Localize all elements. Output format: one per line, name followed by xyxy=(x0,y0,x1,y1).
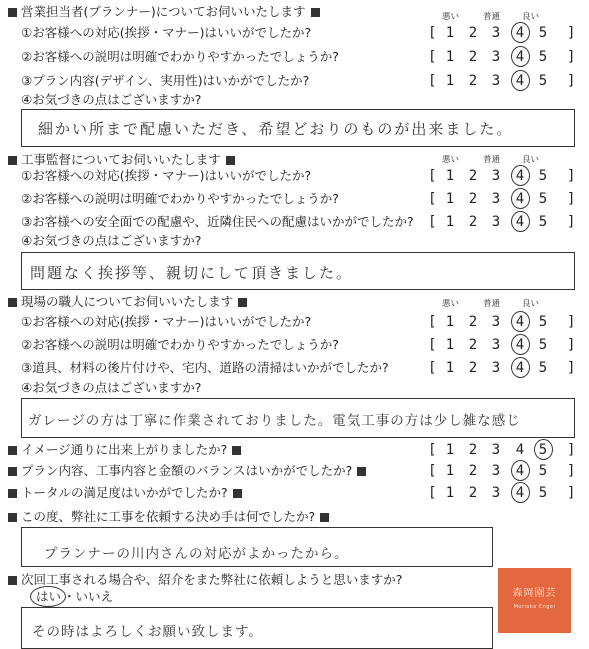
rating-option-2[interactable]: 2 xyxy=(468,463,478,479)
bullet-square-icon xyxy=(320,513,329,522)
decision-title: この度、弊社に工事を依頼する決め手は何でしたか? xyxy=(8,509,329,525)
s1-q3-label: ③プラン内容(デザイン、実用性)はいかがでしたか? xyxy=(21,73,310,88)
rating-option-2[interactable]: 2 xyxy=(468,337,478,353)
rating-option-3[interactable]: 3 xyxy=(491,442,501,458)
bullet-square-icon xyxy=(8,446,17,455)
bullet-square-icon xyxy=(8,467,17,476)
rating-bracket-open: [ xyxy=(428,337,437,353)
s1-q1-label: ①お客様への対応(挨拶・マナー)はいいがでしたか? xyxy=(21,25,312,40)
rating-option-3[interactable]: 3 xyxy=(491,73,501,89)
bullet-square-icon xyxy=(8,489,17,498)
rating-bracket-close: ] xyxy=(567,485,576,501)
rating-option-5[interactable]: 5 xyxy=(538,485,548,501)
rating-bracket-open: [ xyxy=(428,485,437,501)
section-3-title: 現場の職人についてお伺いいたします xyxy=(8,294,247,310)
stamp-line1: 森岡園芸 xyxy=(512,588,557,599)
rating-option-1[interactable]: 1 xyxy=(445,314,455,330)
rating-bracket-close: ] xyxy=(567,73,576,89)
bullet-square-icon xyxy=(232,446,241,455)
next-yes-option[interactable]: はい xyxy=(34,589,63,605)
rating-option-2[interactable]: 2 xyxy=(468,360,478,376)
rating-option-3[interactable]: 3 xyxy=(491,360,501,376)
rating-option-5[interactable]: 5 xyxy=(538,463,548,479)
rating-bracket-open: [ xyxy=(428,442,437,458)
rating-option-2[interactable]: 2 xyxy=(468,442,478,458)
s3-comment-text: ガレージの方は丁寧に作業されておりました。電気工事の方は少し雑な感じ xyxy=(28,413,521,429)
rating-option-1[interactable]: 1 xyxy=(445,485,455,501)
overall-q3: トータルの満足度はいかがでしたか? xyxy=(8,485,242,501)
rating-option-4[interactable]: 4 xyxy=(513,337,527,353)
bullet-square-icon xyxy=(311,8,320,17)
rating-option-5[interactable]: 5 xyxy=(536,442,550,458)
rating-bracket-close: ] xyxy=(567,168,576,184)
bullet-square-icon xyxy=(226,156,235,165)
rating-option-1[interactable]: 1 xyxy=(445,442,455,458)
rating-option-3[interactable]: 3 xyxy=(491,49,501,65)
rating-bracket-open: [ xyxy=(428,191,437,207)
rating-bracket-close: ] xyxy=(567,191,576,207)
rating-option-2[interactable]: 2 xyxy=(468,191,478,207)
bullet-square-icon xyxy=(233,489,242,498)
rating-option-3[interactable]: 3 xyxy=(491,25,501,41)
bullet-square-icon xyxy=(8,156,17,165)
rating-option-1[interactable]: 1 xyxy=(445,214,455,230)
rating-option-2[interactable]: 2 xyxy=(468,314,478,330)
rating-option-4[interactable]: 4 xyxy=(513,25,527,41)
rating-option-5[interactable]: 5 xyxy=(538,214,548,230)
rating-option-4[interactable]: 4 xyxy=(513,168,527,184)
rating-bracket-close: ] xyxy=(567,214,576,230)
rating-option-1[interactable]: 1 xyxy=(445,191,455,207)
rating-option-2[interactable]: 2 xyxy=(468,73,478,89)
rating-bracket-open: [ xyxy=(428,214,437,230)
bullet-square-icon xyxy=(8,8,17,17)
s3-q3-label: ③道具、材料の後片付けや、宅内、道路の清掃はいかがでしたか? xyxy=(21,360,389,375)
s2-comment-prompt: ④お気づきの点はございますか? xyxy=(21,233,202,248)
next-no-option[interactable]: いいえ xyxy=(75,589,114,604)
rating-bracket-open: [ xyxy=(428,73,437,89)
s3-q2-label: ②お客様への説明は明確でわかりやすかったでしょうか? xyxy=(21,337,339,352)
rating-option-2[interactable]: 2 xyxy=(468,168,478,184)
rating-bracket-close: ] xyxy=(567,314,576,330)
rating-option-1[interactable]: 1 xyxy=(445,337,455,353)
s1-comment-box[interactable] xyxy=(21,109,575,147)
next-yes-no: はい ・いいえ xyxy=(34,589,113,605)
rating-option-3[interactable]: 3 xyxy=(491,314,501,330)
s1-comment-prompt: ④お気づきの点はございますか? xyxy=(21,92,202,107)
bullet-square-icon xyxy=(8,576,17,585)
rating-option-5[interactable]: 5 xyxy=(538,168,548,184)
rating-option-3[interactable]: 3 xyxy=(491,337,501,353)
rating-bracket-open: [ xyxy=(428,25,437,41)
rating-bracket-close: ] xyxy=(567,25,576,41)
rating-option-4[interactable]: 4 xyxy=(513,360,527,376)
rating-bracket-close: ] xyxy=(567,49,576,65)
bullet-square-icon xyxy=(238,298,247,307)
rating-option-4[interactable]: 4 xyxy=(515,442,525,458)
rating-option-1[interactable]: 1 xyxy=(445,168,455,184)
rating-bracket-close: ] xyxy=(567,337,576,353)
rating-option-1[interactable]: 1 xyxy=(445,73,455,89)
stamp-line2: Morioka Engei xyxy=(513,604,556,610)
rating-option-3[interactable]: 3 xyxy=(491,191,501,207)
decision-answer-text: プランナーの川内さんの対応がよかったから。 xyxy=(44,546,349,562)
rating-option-1[interactable]: 1 xyxy=(445,463,455,479)
section-1-title: 営業担当者(プランナー)についてお伺いいたします xyxy=(8,4,320,20)
rating-option-3[interactable]: 3 xyxy=(491,463,501,479)
rating-option-4[interactable]: 4 xyxy=(513,485,527,501)
s3-comment-prompt: ④お気づきの点はございますか? xyxy=(21,380,202,395)
rating-option-3[interactable]: 3 xyxy=(491,214,501,230)
rating-bracket-open: [ xyxy=(428,168,437,184)
rating-bracket-open: [ xyxy=(428,314,437,330)
s2-comment-box[interactable] xyxy=(21,252,575,290)
rating-option-2[interactable]: 2 xyxy=(468,485,478,501)
rating-option-5[interactable]: 5 xyxy=(538,49,548,65)
overall-q2: プラン内容、工事内容と金額のバランスはいかがでしたか? xyxy=(8,463,366,479)
rating-option-1[interactable]: 1 xyxy=(445,360,455,376)
s1-comment-text: 細かい所まで配慮いただき、希望どおりのものが出来ました。 xyxy=(38,120,514,138)
rating-option-4[interactable]: 4 xyxy=(513,73,527,89)
s2-q3-label: ③お客様への安全面での配慮や、近隣住民への配慮はいかがでしたか? xyxy=(21,214,414,229)
s2-comment-text: 問題なく挨拶等、親切にして頂きました。 xyxy=(30,264,354,282)
rating-bracket-open: [ xyxy=(428,360,437,376)
rating-bracket-close: ] xyxy=(567,360,576,376)
selected-circle-icon xyxy=(30,586,66,607)
s3-comment-box[interactable] xyxy=(21,398,575,438)
rating-option-4[interactable]: 4 xyxy=(513,314,527,330)
rating-option-5[interactable]: 5 xyxy=(538,314,548,330)
rating-option-5[interactable]: 5 xyxy=(538,25,548,41)
rating-option-4[interactable]: 4 xyxy=(513,49,527,65)
rating-option-4[interactable]: 4 xyxy=(513,191,527,207)
company-stamp-logo xyxy=(498,568,571,633)
rating-bracket-close: ] xyxy=(567,442,576,458)
section-2-title: 工事監督についてお伺いいたします xyxy=(8,152,235,168)
next-comment-box[interactable] xyxy=(21,607,493,649)
rating-option-1[interactable]: 1 xyxy=(445,25,455,41)
rating-option-2[interactable]: 2 xyxy=(468,214,478,230)
decision-answer-box[interactable] xyxy=(21,527,493,567)
next-comment-text: その時はよろしくお願い致します。 xyxy=(32,624,263,640)
rating-option-5[interactable]: 5 xyxy=(538,191,548,207)
overall-q1: イメージ通りに出来上がりましたか? xyxy=(8,442,241,458)
rating-option-4[interactable]: 4 xyxy=(513,463,527,479)
s1-q2-label: ②お客様への説明は明確でわかりやすかったでしょうか? xyxy=(21,49,339,64)
bullet-square-icon xyxy=(357,467,366,476)
rating-option-2[interactable]: 2 xyxy=(468,25,478,41)
rating-option-5[interactable]: 5 xyxy=(538,360,548,376)
rating-option-3[interactable]: 3 xyxy=(491,168,501,184)
bullet-square-icon xyxy=(8,298,17,307)
s2-q2-label: ②お客様への説明は明確でわかりやすかったでしょうか? xyxy=(21,191,339,206)
bullet-square-icon xyxy=(8,513,17,522)
rating-bracket-open: [ xyxy=(428,463,437,479)
rating-option-1[interactable]: 1 xyxy=(445,49,455,65)
s2-q1-label: ①お客様への対応(挨拶・マナー)はいいがでしたか? xyxy=(21,168,312,183)
rating-bracket-close: ] xyxy=(567,463,576,479)
rating-option-3[interactable]: 3 xyxy=(491,485,501,501)
next-title: 次回工事される場合や、紹介をまた弊社に依頼しようと思いますか? xyxy=(8,572,402,588)
s3-q1-label: ①お客様への対応(挨拶・マナー)はいいがでしたか? xyxy=(21,314,312,329)
rating-option-4[interactable]: 4 xyxy=(513,214,527,230)
rating-option-2[interactable]: 2 xyxy=(468,49,478,65)
rating-bracket-open: [ xyxy=(428,49,437,65)
rating-option-5[interactable]: 5 xyxy=(538,337,548,353)
rating-option-5[interactable]: 5 xyxy=(538,73,548,89)
